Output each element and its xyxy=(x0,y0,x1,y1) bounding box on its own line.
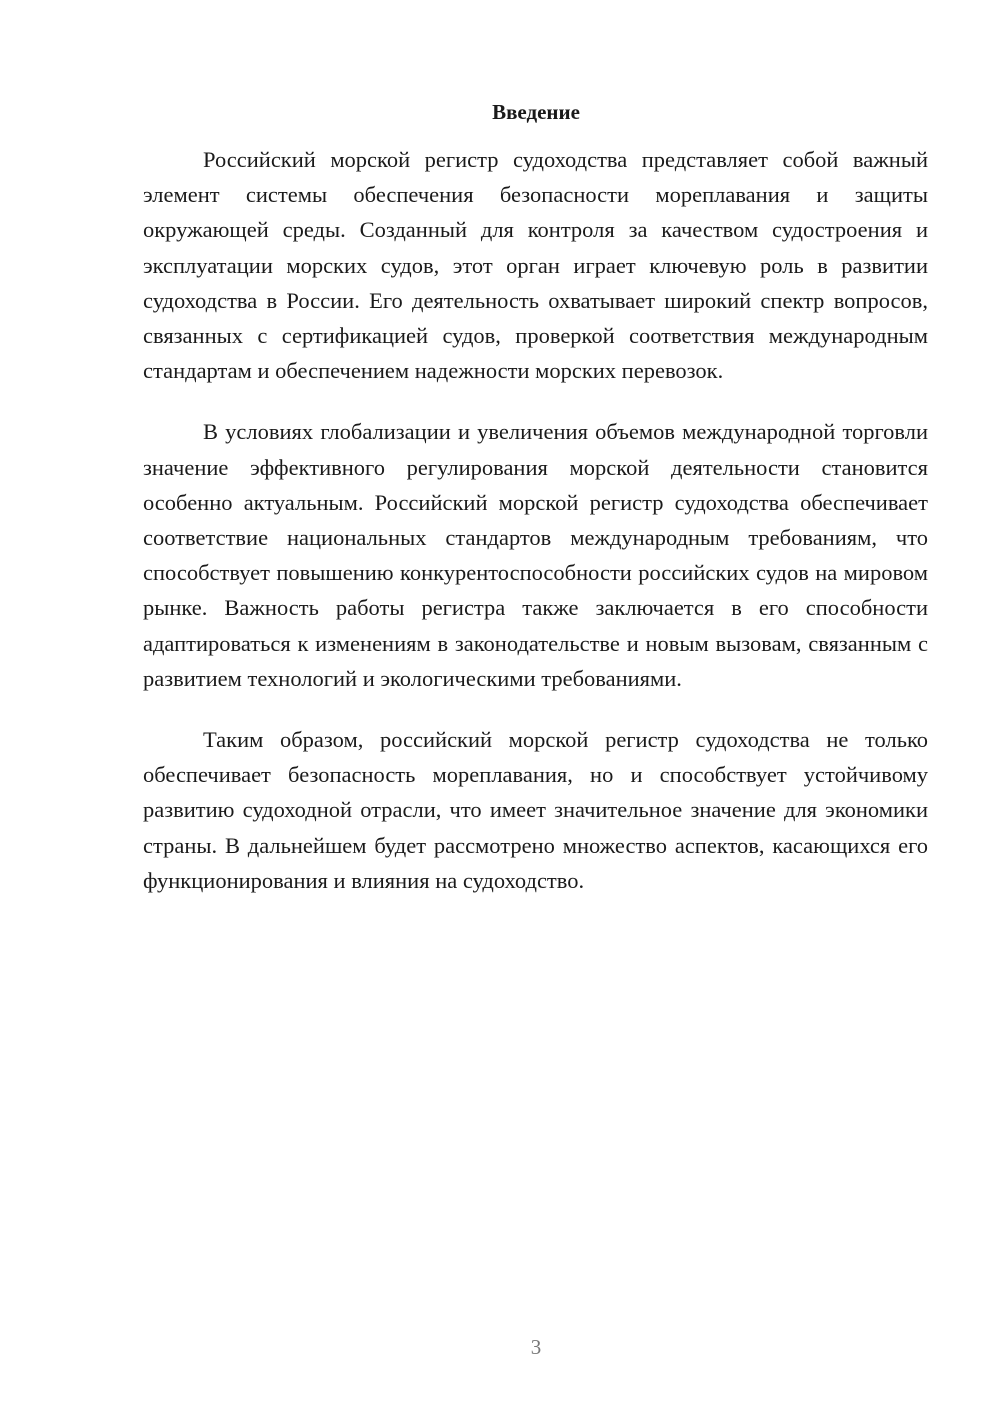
paragraph-2: В условиях глобализации и увеличения объемов международной торговли значение эффективного регулирования морской деятельности становится особенно актуальным. Российский морской регистр судоходства обеспечивает соответствие национальных стандартов международным требованиям, что способствует повышению конкурентоспособности российских судов на мировом рынке. Важность работы регистра также заключается в его способности адаптироваться к изменениям в законодательстве и новым вызовам, связанным с развитием технологий и экологическими требованиями. xyxy=(143,419,928,691)
page-number: 3 xyxy=(530,1335,542,1359)
paragraph-3: Таким образом, российский морской регистр судоходства не только обеспечивает безопасность мореплавания, но и способствует устойчивому развитию судоходной отрасли, что имеет значительное значение для экономики страны. В дальнейшем будет рассмотрено множество аспектов, касающихся его функционирования и влияния на судоходство. xyxy=(143,727,928,893)
body-text xyxy=(143,142,928,924)
section-heading: Введение xyxy=(492,100,580,124)
paragraph-1: Российский морской регистр судоходства представляет собой важный элемент системы обеспечения безопасности мореплавания и защиты окружающей среды. Созданный для контроля за качеством судостроения и эксплуатации морских судов, этот орган играет ключевую роль в развитии судоходства в России. Его деятельность охватывает широкий спектр вопросов, связанных с сертификацией судов, проверкой соответствия международным стандартам и обеспечением надежности морских перевозок. xyxy=(143,147,928,384)
